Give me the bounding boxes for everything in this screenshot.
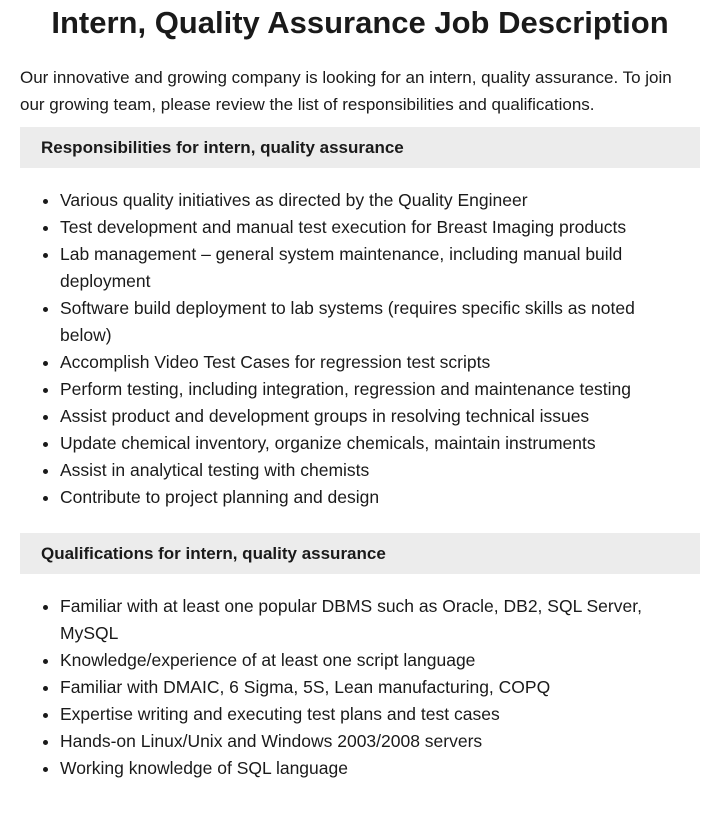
qualifications-list: [20, 593, 700, 782]
list-item: • Update chemical inventory, organize chemicals, maintain instruments: [60, 430, 700, 457]
list-item: • Hands-on Linux/Unix and Windows 2003/2008 servers: [60, 728, 700, 755]
list-item: • Knowledge/experience of at least one script language: [60, 647, 700, 674]
list-item: • Contribute to project planning and design: [60, 484, 700, 511]
list-item: • Test development and manual test execution for Breast Imaging products: [60, 214, 700, 241]
list-item: • Accomplish Video Test Cases for regression test scripts: [60, 349, 700, 376]
list-item: • Familiar with at least one popular DBMS such as Oracle, DB2, SQL Server, MySQL: [60, 593, 700, 647]
responsibilities-list: [20, 187, 700, 511]
list-item: • Software build deployment to lab systems (requires specific skills as noted below): [60, 295, 700, 349]
list-item: • Various quality initiatives as directed by the Quality Engineer: [60, 187, 700, 214]
responsibilities-heading: Responsibilities for intern, quality assurance: [20, 127, 700, 168]
page-title: Intern, Quality Assurance Job Description: [51, 5, 669, 40]
list-item: • Assist product and development groups in resolving technical issues: [60, 403, 700, 430]
list-item: • Working knowledge of SQL language: [60, 755, 700, 782]
list-item: • Lab management – general system maintenance, including manual build deployment: [60, 241, 700, 295]
list-item: • Expertise writing and executing test plans and test cases: [60, 701, 700, 728]
list-item: • Assist in analytical testing with chemists: [60, 457, 700, 484]
list-item: • Perform testing, including integration, regression and maintenance testing: [60, 376, 700, 403]
list-item: • Familiar with DMAIC, 6 Sigma, 5S, Lean manufacturing, COPQ: [60, 674, 700, 701]
qualifications-heading: Qualifications for intern, quality assurance: [20, 533, 700, 574]
intro-paragraph: Our innovative and growing company is looking for an intern, quality assurance. To join our growing team, please review the list of responsibilities and qualifications.: [20, 68, 672, 114]
